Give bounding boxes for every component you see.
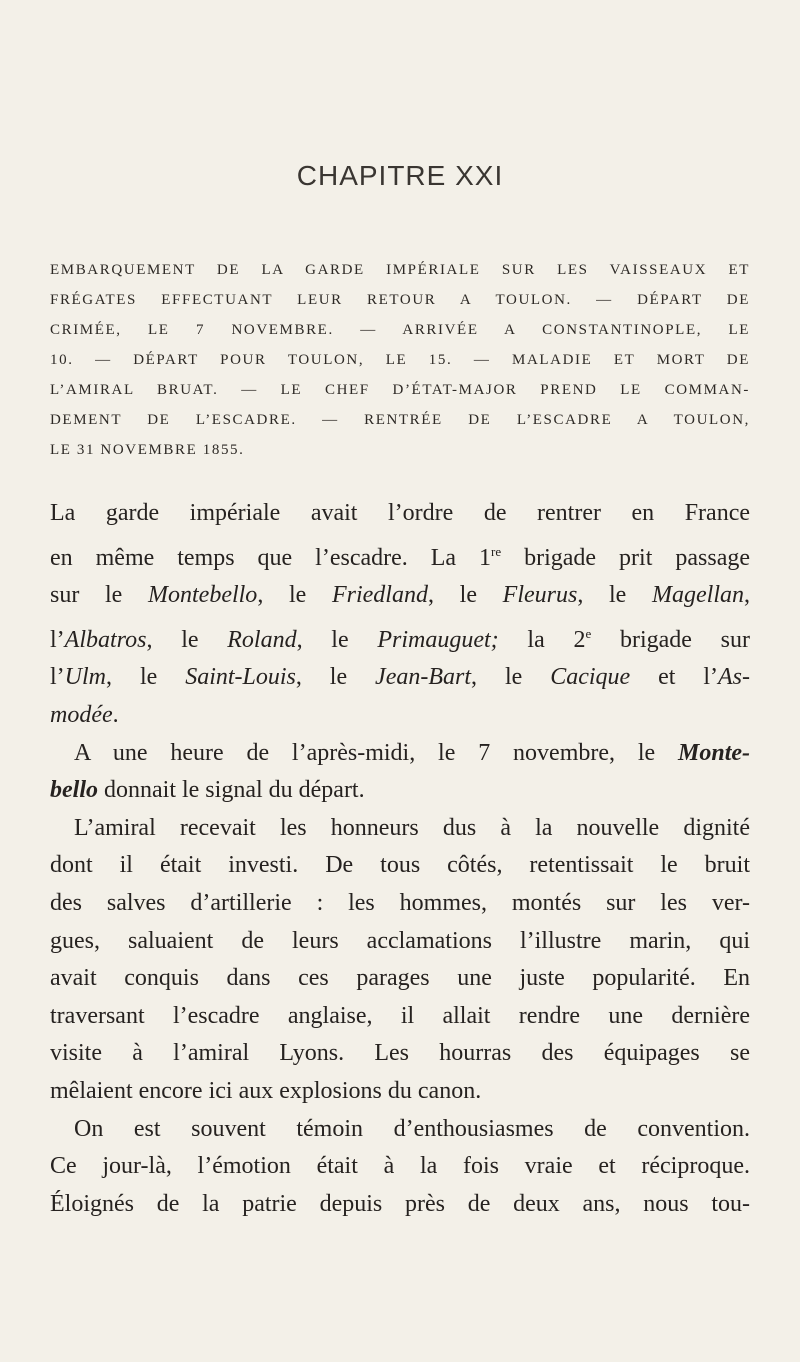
summary-line: LE 31 NOVEMBRE 1855. [50,442,245,458]
text-run: . [112,701,119,728]
ship-name: Monte- [678,739,750,766]
ship-name: Roland [227,626,297,653]
paragraph-line [50,772,750,810]
text-run: L’amiral recevait les honneurs dus à la nouvelle dignité [74,814,750,841]
paragraph-line [50,697,750,735]
text-run: , le [295,664,376,691]
paragraph-line [50,659,750,697]
text-run: On est souvent témoin d’enthousiasmes de convention. [74,1115,750,1142]
paragraph-line: Éloignés de la patrie depuis près de deux ans, nous tou- [50,1190,750,1217]
ship-name: Cacique [550,664,631,691]
text-run: l’ [50,626,65,653]
ship-name: Albatros [64,626,147,653]
paragraph-line [50,495,750,533]
text-run: , le [106,664,186,691]
ship-name: Ulm [64,664,107,691]
ship-name: Saint-Louis [185,664,296,691]
text-run: la 2 [498,626,586,653]
text-run: , le [296,626,378,653]
paragraph-line: mêlaient encore ici aux explosions du canon. [50,1077,482,1104]
ship-name: Montebello [148,582,258,609]
summary-line: EMBARQUEMENT DE LA GARDE IMPÉRIALE SUR LES VAISSEAUX ET [50,262,750,278]
text-run: brigade prit passage [501,544,750,571]
chapter-title: CHAPITRE XXI [296,160,504,191]
paragraph-line [50,1111,750,1149]
ship-name: Primauguet; [377,626,499,653]
ship-name: Jean-Bart [375,664,472,691]
text-run: , le [471,664,551,691]
ship-name: Fleurus [502,582,578,609]
chapter-summary [50,255,750,465]
paragraph-line [50,615,750,660]
paragraph-line: gues, saluaient de leurs acclamations l’illustre marin, qui [50,927,750,954]
paragraph-line [50,577,750,615]
paragraph-line [50,533,750,578]
text-run: en même temps que l’escadre. La 1 [50,544,492,571]
summary-line: 10. — DÉPART POUR TOULON, LE 15. — MALADIE ET MORT DE [50,352,750,368]
superscript: re [491,543,502,559]
paragraph-line: avait conquis dans ces parages une juste popularité. En [50,965,750,992]
paragraph-line: des salves d’artillerie : les hommes, montés sur les ver- [50,889,750,916]
text-run: A une heure de l’après-midi, le 7 novembre, le [74,739,678,766]
paragraph-line: traversant l’escadre anglaise, il allait rendre une dernière [50,1002,750,1029]
summary-line: DEMENT DE L’ESCADRE. — RENTRÉE DE L’ESCADRE A TOULON, [50,412,750,428]
text-run: sur le [50,582,148,609]
summary-line: L’AMIRAL BRUAT. — LE CHEF D’ÉTAT-MAJOR PREND LE COMMAN- [50,382,750,398]
ship-name: modée [50,701,113,728]
paragraph-line: visite à l’amiral Lyons. Les hourras des équipages se [50,1040,750,1067]
summary-line: FRÉGATES EFFECTUANT LEUR RETOUR A TOULON. — DÉPART DE [50,292,750,308]
paragraph-line: dont il était investi. De tous côtés, retentissait le bruit [50,852,750,879]
text-run: , le [427,582,503,609]
text-run: , le [146,626,228,653]
superscript: e [585,625,592,641]
text-run: , le [577,582,652,609]
paragraph-line: Ce jour-là, l’émotion était à la fois vraie et réciproque. [50,1153,750,1180]
text-run: donnait le signal du départ. [98,777,365,804]
summary-line: CRIMÉE, LE 7 NOVEMBRE. — ARRIVÉE A CONSTANTINOPLE, LE [50,322,750,338]
ship-name: Friedland [331,582,428,609]
paragraph-line [50,735,750,773]
body-text [50,495,750,1223]
text-run: et l’ [630,664,718,691]
ship-name: Magellan [652,582,744,609]
text-run: , le [257,582,332,609]
text-run: , [743,582,750,609]
ship-name: bello [50,777,98,804]
ship-name: As- [718,664,750,691]
text-run: La garde impériale avait l’ordre de rentrer en France [50,500,750,526]
text-run: brigade sur [591,626,750,653]
paragraph-line [50,810,750,848]
text-run: l’ [50,664,65,691]
